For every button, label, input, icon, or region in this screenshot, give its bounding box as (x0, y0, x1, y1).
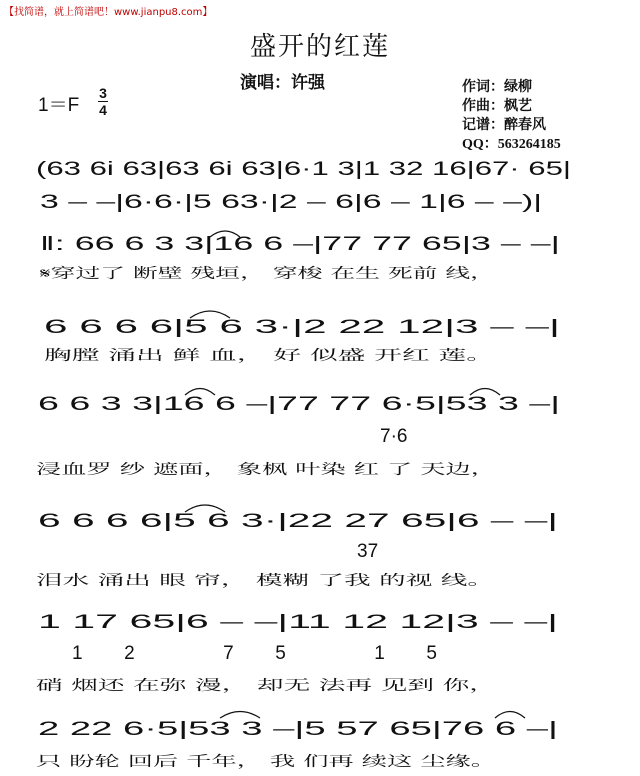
qq-contact: QQ：563264185 (462, 137, 561, 152)
score-line-3: ‖: 66 6 3 3|16 6 –|77 77 65|3 – –| (40, 234, 560, 255)
score-line-1: (63 6i 63|63 6i 63|6·1 3|1 32 16|67· 65| (36, 159, 571, 180)
score-line-5-sub: 7·6 (380, 426, 408, 447)
composer-credit: 作曲：枫艺 (462, 98, 532, 114)
score-line-6: 6 6 6 6|5 6 3·|22 27 65|6 – –| (38, 511, 558, 532)
site-link-banner[interactable]: 【找简谱，就上简谱吧！www.jianpu8.com】 (4, 7, 213, 18)
lyrics-line-7: 硝 烟还 在弥 漫， 却无 法再 见到 你， (36, 678, 278, 694)
lyrics-line-4: 胸膛 涌出 鲜 血， 好 似盛 开红 莲。 (44, 348, 272, 364)
score-line-2: 3 – –|6·6·|5 63·|2 – 6|6 – 1|6 – –)| (40, 192, 542, 213)
time-signature-top: 3 (99, 85, 107, 101)
key-signature: 1＝F (38, 95, 80, 116)
time-signature-bottom: 4 (99, 102, 107, 118)
singer-credit: 演唱：许强 (240, 73, 325, 93)
slur-mark (495, 712, 525, 719)
lyrics-line-5: 浸血罗 纱 遮面， 象枫 叶染 红 了 天边， (36, 462, 292, 478)
score-line-4: 6 6 6 6|5 6 3·|2 22 12|3 – –| (44, 317, 560, 338)
song-title: 盛开的红莲 (249, 32, 390, 62)
lyrics-line-3: 𝄋穿过了 断壁 残垣， 穿梭 在生 死前 线， (40, 266, 297, 282)
score-line-7-sub: 12 75 15 (72, 643, 437, 664)
lyrics-line-8: 只 盼轮 回后 千年， 我 们再 续这 尘缘。 (36, 754, 292, 770)
score-line-8: 2 22 6·5|53 3 –|5 57 65|76 6 –| (38, 719, 558, 740)
score-line-5: 6 6 3 3|16 6 –|77 77 6·5|53 3 –| (38, 394, 560, 415)
lyricist-credit: 作词：绿柳 (462, 79, 532, 95)
slur-mark (220, 712, 260, 719)
score-line-6-sub: 37 (357, 541, 379, 562)
score-line-7: 1 17 65|6 – –|11 12 12|3 – –| (38, 612, 558, 633)
lyrics-line-6: 泪水 涌出 眼 帘， 模糊 了我 的视 线。 (36, 573, 278, 589)
notation-credit: 记谱：醉春风 (462, 117, 546, 133)
